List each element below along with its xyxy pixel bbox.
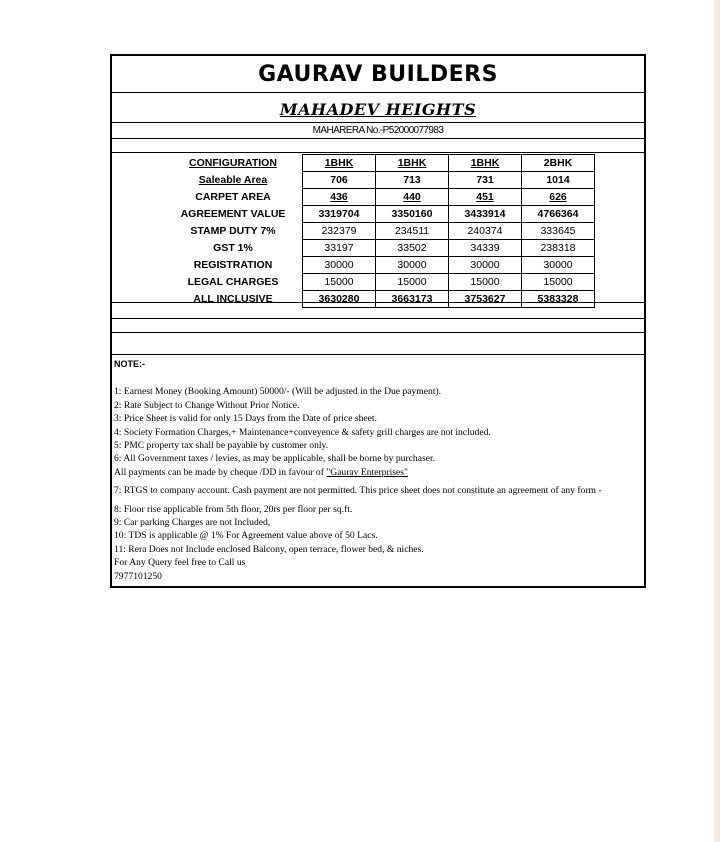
payee-name: "Gaurav Enterprises" [326,466,408,478]
note-line: 11: Rera Does not Include enclosed Balcony, open terrace, flower bed, & niches. [114,543,424,555]
note-line: 4: Society Formation Charges,+ Maintenance+conveyence & safety grill charges are not included. [114,426,491,438]
table-cell: 3753627 [449,291,522,308]
row-label: AGREEMENT VALUE [180,208,286,220]
table-cell: 30000 [303,257,376,274]
note-line: 6: All Government taxes / levies, as may be applicable, shall be borne by purchaser. [114,453,436,465]
table-cell: 234511 [376,223,449,240]
table-row [164,240,599,257]
company-name: GAURAV BUILDERS [258,62,498,87]
table-cell: 1BHK [449,155,522,172]
table-cell: 238318 [522,240,595,257]
row-label: ALL INCLUSIVE [193,293,273,305]
note-line: 2: Rate Subject to Change Without Prior Notice. [114,399,300,411]
row-label: CONFIGURATION [189,157,277,169]
table-cell: 3663173 [376,291,449,308]
table-cell: 33197 [303,240,376,257]
note-line: 5: PMC property tax shall be payable by customer only. [114,440,329,452]
note-line: 8: Floor rise applicable from 5th floor, 20rs per floor per sq.ft. [114,503,353,515]
contact-line: For Any Query feel free to Call us [114,557,246,569]
divider [112,318,644,319]
note-line: 7: RTGS to company account. Cash payment are not permitted. This price sheet does not constitute an agreement of any form - [114,485,602,497]
table-cell: 34339 [449,240,522,257]
price-sheet [110,54,646,588]
table-cell: 3630280 [303,291,376,308]
table-cell: 626 [522,189,595,206]
table-cell: 15000 [449,274,522,291]
row-label: REGISTRATION [193,259,273,271]
table-cell: 15000 [522,274,595,291]
table-row [164,223,599,240]
payment-note [114,466,642,479]
table-cell: 232379 [303,223,376,240]
divider [112,122,644,123]
table-row [164,206,599,223]
phone-number: 7977101250 [114,570,162,582]
table-cell: 706 [303,172,376,189]
note-line: 10: TDS is applicable @ 1% For Agreement value above of 50 Lacs. [114,530,378,542]
payment-prefix: All payments can be made by cheque /DD in favour of [114,466,327,478]
table-cell: 440 [376,189,449,206]
table-cell: 30000 [522,257,595,274]
notes-section [114,358,642,583]
table-row [164,189,599,206]
page-edge [714,0,720,842]
table-cell: 1014 [522,172,595,189]
table-row [164,172,599,189]
note-line: 9: Car parking Charges are not Included, [114,517,271,529]
table-cell: 30000 [449,257,522,274]
table-cell: 333645 [522,223,595,240]
note-line: 1: Earnest Money (Booking Amount) 50000/- (Will be adjusted in the Due payment). [114,386,442,398]
table-cell: 1BHK [376,155,449,172]
table-cell: 30000 [376,257,449,274]
table-cell: 3350160 [376,206,449,223]
table-cell: 4766364 [522,206,595,223]
table-cell: 713 [376,172,449,189]
table-row [164,274,599,291]
rera-number: MAHARERA No.-P52000077983 [312,125,444,136]
divider [112,302,644,303]
row-label: STAMP DUTY 7% [190,225,276,237]
table-cell: 1BHK [303,155,376,172]
table-cell: 15000 [303,274,376,291]
row-label: CARPET AREA [195,191,271,203]
table-cell: 5383328 [522,291,595,308]
table-cell: 3433914 [449,206,522,223]
divider [112,354,644,355]
divider [112,332,644,333]
table-cell: 33502 [376,240,449,257]
row-label: GST 1% [213,242,253,254]
divider [112,138,644,139]
row-label: LEGAL CHARGES [187,276,279,288]
row-label: Saleable Area [198,174,268,186]
table-row [164,257,599,274]
note-line: 3: Price Sheet is valid for only 15 Days from the Date of price sheet. [114,413,377,425]
table-row [164,291,599,308]
price-table [164,154,599,308]
table-cell: 451 [449,189,522,206]
divider [112,152,644,153]
project-name: MAHADEV HEIGHTS [279,100,477,119]
table-cell: 240374 [449,223,522,240]
table-row [164,155,599,172]
divider [112,92,644,93]
table-cell: 731 [449,172,522,189]
table-cell: 3319704 [303,206,376,223]
table-cell: 2BHK [522,155,595,172]
notes-title: NOTE:- [114,359,145,369]
table-cell: 436 [303,189,376,206]
table-cell: 15000 [376,274,449,291]
